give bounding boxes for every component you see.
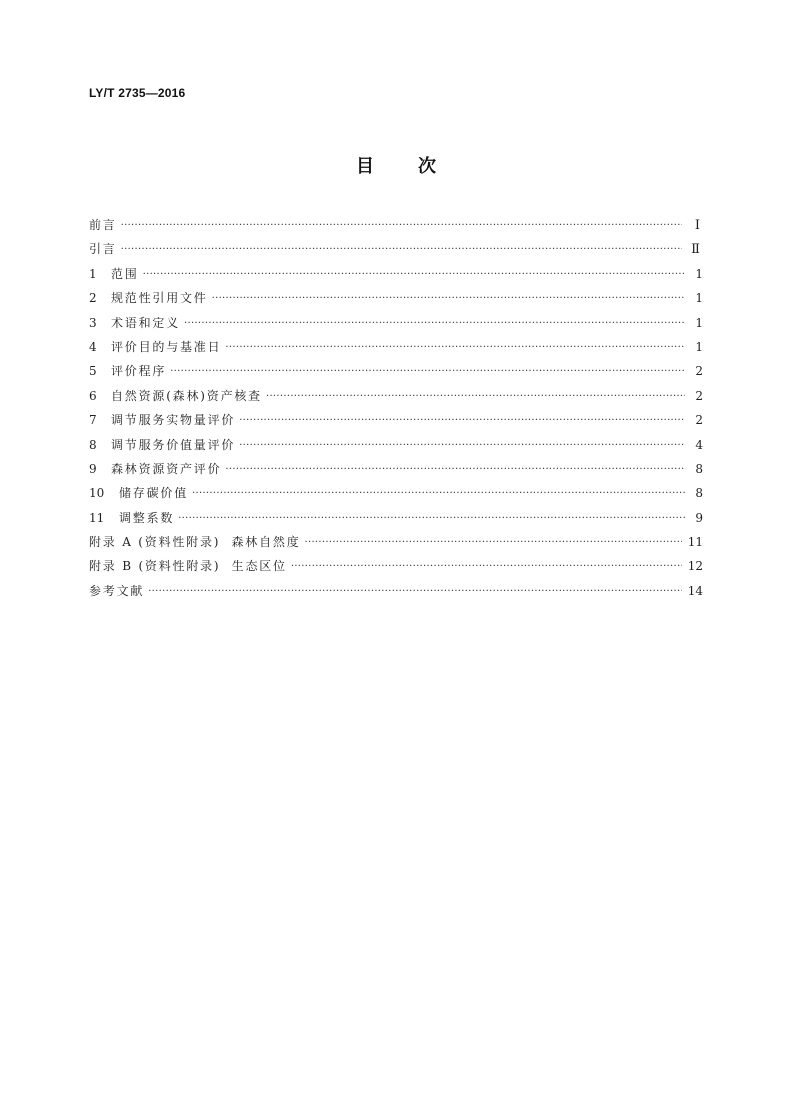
table-of-contents xyxy=(89,217,703,607)
toc-entry-page: 9 xyxy=(695,510,703,525)
toc-entry-appendix-b[interactable] xyxy=(89,558,703,582)
toc-entry-9[interactable] xyxy=(89,461,703,485)
toc-entry-5[interactable] xyxy=(89,363,703,387)
dot-leader xyxy=(225,462,685,478)
toc-entry-number: 5 xyxy=(89,364,97,379)
dot-leader xyxy=(121,242,682,258)
toc-entry-label: 自然资源(森林)资产核查 xyxy=(111,388,262,403)
toc-entry-8[interactable] xyxy=(89,437,703,461)
toc-entry-number: 9 xyxy=(89,461,97,476)
toc-entry-number: 11 xyxy=(89,510,105,525)
dot-leader xyxy=(148,584,682,600)
dot-leader xyxy=(170,364,685,380)
toc-entry-label: 参考文献 xyxy=(89,583,145,598)
dot-leader xyxy=(225,340,685,356)
toc-entry-label: 调节服务价值量评价 xyxy=(111,437,236,452)
dot-leader xyxy=(305,535,682,551)
toc-entry-10[interactable] xyxy=(89,485,703,509)
toc-entry-7[interactable] xyxy=(89,412,703,436)
toc-entry-6[interactable] xyxy=(89,388,703,412)
toc-entry-number: 10 xyxy=(89,486,105,501)
toc-entry-page: 1 xyxy=(695,266,703,281)
toc-entry-page: Ⅱ xyxy=(691,242,700,258)
toc-entry-label: 附录 A (资料性附录) 森林自然度 xyxy=(89,535,301,550)
toc-entry-number: 1 xyxy=(89,266,97,281)
dot-leader xyxy=(178,511,685,527)
toc-entry-page: 1 xyxy=(695,291,703,306)
dot-leader xyxy=(184,316,685,332)
standard-code: LY/T 2735—2016 xyxy=(89,86,186,100)
toc-entry-foreword[interactable] xyxy=(89,217,703,241)
dot-leader xyxy=(121,218,682,234)
dot-leader xyxy=(239,413,685,429)
dot-leader xyxy=(143,267,685,283)
toc-entry-label: 规范性引用文件 xyxy=(111,291,208,306)
toc-entry-label: 评价程序 xyxy=(111,364,167,379)
dot-leader xyxy=(212,291,685,307)
dot-leader xyxy=(266,389,685,405)
page-title-char-1: 目 xyxy=(356,156,374,177)
toc-entry-label: 术语和定义 xyxy=(111,315,181,330)
toc-entry-page: 1 xyxy=(695,315,703,330)
toc-entry-label: 调整系数 xyxy=(119,510,175,525)
toc-entry-page: 8 xyxy=(695,486,703,501)
dot-leader xyxy=(192,486,685,502)
toc-entry-appendix-a[interactable] xyxy=(89,534,703,558)
toc-entry-3[interactable] xyxy=(89,315,703,339)
toc-entry-number: 3 xyxy=(89,315,97,330)
toc-entry-page: 2 xyxy=(695,364,703,379)
toc-entry-introduction[interactable] xyxy=(89,241,703,265)
toc-entry-11[interactable] xyxy=(89,510,703,534)
toc-entry-number: 2 xyxy=(89,291,97,306)
toc-entry-1[interactable] xyxy=(89,266,703,290)
toc-entry-page: 14 xyxy=(687,583,703,598)
page-title xyxy=(0,152,792,178)
dot-leader xyxy=(239,438,685,454)
toc-entry-references[interactable] xyxy=(89,583,703,607)
toc-entry-number: 7 xyxy=(89,413,97,428)
toc-entry-page: 11 xyxy=(687,535,703,550)
toc-entry-page: 4 xyxy=(695,437,703,452)
toc-entry-page: 12 xyxy=(687,559,703,574)
toc-entry-number: 4 xyxy=(89,339,97,354)
toc-entry-page: 2 xyxy=(695,388,703,403)
dot-leader xyxy=(291,559,682,575)
toc-entry-4[interactable] xyxy=(89,339,703,363)
toc-entry-label: 评价目的与基准日 xyxy=(111,339,222,354)
toc-entry-label: 储存碳价值 xyxy=(119,486,189,501)
page-title-char-2: 次 xyxy=(418,156,436,177)
toc-entry-page: 8 xyxy=(695,461,703,476)
toc-entry-label: 范围 xyxy=(111,266,139,281)
toc-entry-label: 引言 xyxy=(89,242,117,257)
toc-entry-label: 森林资源资产评价 xyxy=(111,461,222,476)
toc-entry-2[interactable] xyxy=(89,290,703,314)
toc-entry-label: 调节服务实物量评价 xyxy=(111,413,236,428)
toc-entry-page: 2 xyxy=(695,413,703,428)
toc-entry-page: Ⅰ xyxy=(694,218,700,233)
toc-entry-label: 附录 B (资料性附录) 生态区位 xyxy=(89,559,287,574)
toc-entry-number: 8 xyxy=(89,437,97,452)
toc-entry-label: 前言 xyxy=(89,218,117,232)
toc-entry-number: 6 xyxy=(89,388,97,403)
toc-entry-page: 1 xyxy=(695,339,703,354)
